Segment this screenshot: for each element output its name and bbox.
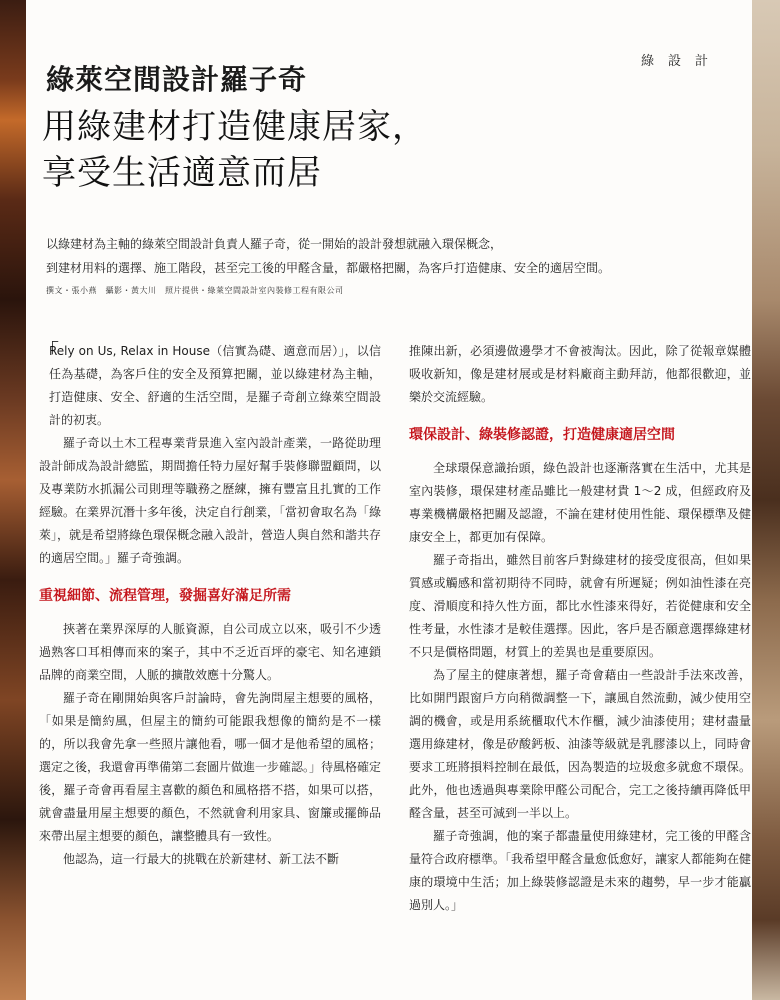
- credits: 撰文・張小燕 攝影・黃大川 照片提供・綠萊空間設計室內裝修工程有限公司: [46, 286, 344, 295]
- column-left-paragraph-4: 羅子奇在剛開始與客戶討論時，會先詢問屋主想要的風格，「如果是簡約風，但屋主的簡約可能跟我想像的簡約是不一樣的，所以我會先拿一些照片讓他看，哪一個才是他希望的風格；選定之後，我還會再準備第二套圖片做進一步確認。」待風格確定後，羅子奇會再看屋主喜歡的顏色和風格搭不搭，如果可以搭，就會盡量用屋主想要的顏色，不然就會利用家具、窗簾或擺飾品來帶出屋主想要的顏色，讓整體具有一致性。: [39, 691, 382, 843]
- column-left-paragraph-3: 挾著在業界深厚的人脈資源，自公司成立以來，吸引不少透過熟客口耳相傳而來的案子，其中不乏近百坪的豪宅、知名連鎖品牌的商業空間，人脈的擴散效應十分驚人。: [39, 622, 381, 682]
- subheading-details: 重視細節、流程管理，發掘喜好滿足所需: [39, 588, 291, 604]
- column-right-paragraph-4: 為了屋主的健康著想，羅子奇會藉由一些設計手法來改善，比如開門跟窗戶方向稍微調整一下，讓風自然流動，減少使用空調的機會，或是用系統櫃取代木作櫃，減少油漆使用；建材盡量選用綠建材，像是矽酸鈣板、油漆等級就是乳膠漆以上，同時會要求工班將損料控制在最低，因為製造的垃圾愈多就愈不環保。此外，他也透過與專業除甲醛公司配合，完工之後持續再降低甲醛含量，甚至可減到一半以上。: [409, 668, 751, 820]
- magazine-page: [26, 0, 752, 1000]
- lead-line-1: 以綠建材為主軸的綠萊空間設計負責人羅子奇，從一開始的設計發想就融入環保概念，: [46, 237, 503, 251]
- column-right-paragraph-3: 羅子奇指出，雖然目前客戶對綠建材的接受度很高，但如果質感或觸感和當初期待不同時，就會有所遲疑；例如油性漆在亮度、滑順度和持久性方面，都比水性漆來得好，若從健康和安全性考量，水性漆才是較佳選擇。因此，客戶是否願意選擇綠建材不只是價格問題，材質上的差異也是重要原因。: [409, 553, 751, 659]
- lead-line-2: 到建材用料的選擇、施工階段，甚至完工後的甲醛含量，都嚴格把關，為客戶打造健康、安全的適居空間。: [46, 261, 611, 275]
- section-tag: 綠設計: [640, 54, 722, 69]
- photo-strip-right: [752, 0, 780, 1000]
- column-right-paragraph-5: 羅子奇強調，他的案子都盡量使用綠建材，完工後的甲醛含量符合政府標準。「我希望甲醛含量愈低愈好，讓家人都能夠在健康的環境中生活；加上綠裝修認證是未來的趨勢，早一步才能贏過別人。」: [409, 829, 752, 912]
- column-left-paragraph-5: 他認為，這一行最大的挑戰在於新建材、新工法不斷: [63, 852, 340, 866]
- column-right: [409, 340, 751, 917]
- photo-strip-left: [0, 0, 26, 1000]
- column-right-paragraph-1: 推陳出新，必須邊做邊學才不會被淘汰。因此，除了從報章媒體吸收新知，像是建材展或是材料廠商主動拜訪，他都很歡迎，並樂於交流經驗。: [409, 344, 751, 404]
- headline-line-2: 享受生活適意而居: [42, 153, 322, 193]
- column-left: [39, 340, 381, 871]
- headline-line-1: 用綠建材打造健康居家，: [42, 107, 427, 147]
- column-left-paragraph-1-text: Rely on Us, Relax in House（信實為礎、適意而居）」，以信任為基礎，為客戶住的安全及預算把關，並以綠建材為主軸，打造健康、安全、舒適的生活空間，是羅子奇創立綠萊空間設計的初衷。: [49, 344, 381, 427]
- lead-paragraph: [46, 232, 736, 280]
- column-left-paragraph-2: 羅子奇以土木工程專業背景進入室內設計產業，一路從助理設計師成為設計總監，期間擔任特力屋好幫手裝修聯盟顧問，以及專業防水抓漏公司則理等職務之歷練，擁有豐富且扎實的工作經驗。在業界沉潛十多年後，決定自行創業，「當初會取名為「綠萊」，就是希望將綠色環保概念融入設計，營造人與自然和諧共存的適居空間。」羅子奇強調。: [39, 436, 382, 565]
- subheading-eco-design: 環保設計、綠裝修認證，打造健康適居空間: [409, 427, 675, 443]
- headline: [42, 104, 427, 196]
- column-right-paragraph-2: 全球環保意識抬頭，綠色設計也逐漸落實在生活中，尤其是室內裝修，環保建材產品雖比一般建材貴 1～2 成，但經政府及專業機構嚴格把關及認證，不論在建材使用性能、環保標準及健康安全上，都更加有保障。: [409, 461, 751, 544]
- open-quote-mark: 「: [39, 339, 59, 363]
- brand-title: 綠萊空間設計羅子奇: [46, 63, 308, 96]
- column-left-paragraph-1: [39, 340, 381, 432]
